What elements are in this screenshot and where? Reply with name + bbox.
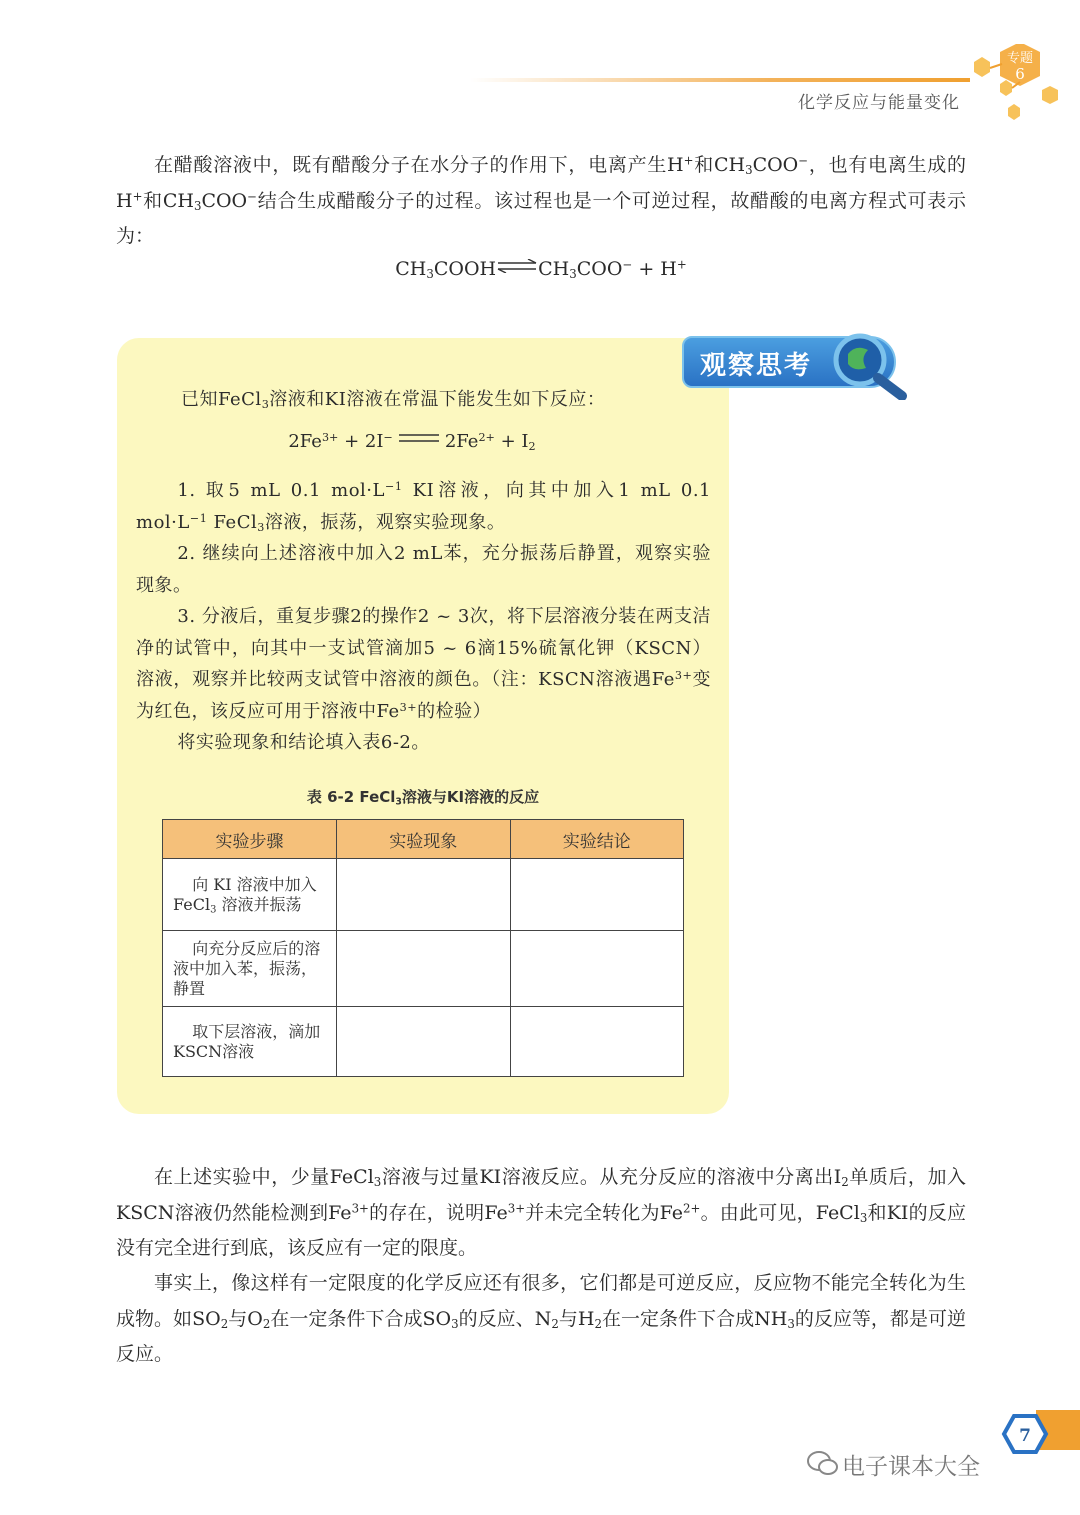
conclusion-paragraph-1: 在上述实验中，少量FeCl$_3$溶液与过量KI溶液反应。从充分反应的溶液中分离出$I_2$单质后，加入KSCN溶液仍然能检测到$Fe^{3+}$的存在，说明$Fe^{3+}$并未完全转化为$Fe^{2+}$。由此可见，FeCl$_3$和KI的反应没有完全进行到底，该反应有一定的限度。 — [116, 1166, 967, 1259]
reversible-arrow-icon — [496, 259, 538, 273]
row1-phenomenon-cell[interactable] — [337, 859, 511, 931]
intro-paragraph: 在醋酸溶液中，既有醋酸分子在水分子的作用下，电离产生H+和$CH_3COO^-$，也有电离生成的H+和$CH_3COO^-$结合生成醋酸分子的过程。该过程也是一个可逆过程，故醋酸的电离方程式可表示为： — [116, 153, 966, 247]
conclusion-paragraph-2: 事实上，像这样有一定限度的化学反应还有很多，它们都是可逆反应，反应物不能完全转化为生成物。如$SO_2$与$O_2$在一定条件下合成$SO_3$的反应、$N_2$与$H_2$在一定条件下合成$NH_3$的反应等，都是可逆反应。 — [116, 1272, 966, 1365]
box-lead: 已知FeCl$_3$溶液和KI溶液在常温下能发生如下反应： — [181, 389, 606, 411]
header-rule — [470, 78, 970, 82]
header-conclusion: 实验结论 — [510, 820, 684, 859]
table-row — [163, 931, 684, 1007]
acetic-acid-equation: $CH_3COOH$ $CH_3COO^- + H^+$ — [395, 257, 687, 281]
table-header-row — [163, 820, 684, 859]
row1-conclusion-cell[interactable] — [510, 859, 684, 931]
row1-step: 向 KI 溶液中加入 FeCl$_3$ 溶液并振荡 — [163, 859, 337, 931]
header-phenomenon: 实验现象 — [337, 820, 511, 859]
row3-phenomenon-cell[interactable] — [337, 1007, 511, 1077]
experiment-table — [162, 819, 684, 1077]
step-2: 2. 继续向上述溶液中加入2 mL苯，充分振荡后静置，观察实验现象。 — [136, 543, 711, 596]
watermark-text: 电子课本大全 — [842, 1454, 980, 1480]
table-row — [163, 859, 684, 931]
step-4: 将实验现象和结论填入表6-2。 — [177, 732, 430, 753]
equals-arrow-icon — [397, 432, 441, 444]
row2-phenomenon-cell[interactable] — [337, 931, 511, 1007]
row2-conclusion-cell[interactable] — [510, 931, 684, 1007]
wechat-icon — [806, 1448, 840, 1478]
box-steps — [136, 475, 711, 759]
row2-step: 向充分反应后的溶液中加入苯，振荡，静置 — [163, 931, 337, 1007]
step-1: 1. 取5 mL 0.1 $mol\cdot L^{-1}$ KI溶液，向其中加入1 mL 0.1 $mol\cdot L^{-1}$ FeCl$_3$溶液，振荡，观察实验现象。 — [136, 479, 711, 534]
fe-i-equation: $2Fe^{3+} + 2I^-$ $2Fe^{2+} + I_2$ — [288, 430, 536, 453]
chapter-title: 化学反应与能量变化 — [798, 93, 960, 113]
step-3: 3. 分液后，重复步骤2的操作2 ~ 3次，将下层溶液分装在两支洁净的试管中，向其中一支试管滴加5 ~ 6滴15%硫氰化钾（KSCN）溶液，观察并比较两支试管中溶液的颜色。（注：KSCN溶液遇$Fe^{3+}$变为红色，该反应可用于溶液中$Fe^{3+}$的检验） — [136, 606, 712, 722]
header-step: 实验步骤 — [163, 820, 337, 859]
header-tag-line1: 专题 — [1006, 51, 1034, 66]
page-number: 7 — [1019, 1426, 1031, 1446]
table-caption: 表 6-2 FeCl$_3$溶液与KI溶液的反应 — [306, 788, 540, 808]
badge-label: 观察思考 — [700, 351, 813, 381]
table-row — [163, 1007, 684, 1077]
row3-step: 取下层溶液，滴加KSCN溶液 — [163, 1007, 337, 1077]
row3-conclusion-cell[interactable] — [510, 1007, 684, 1077]
page-number-badge — [996, 1404, 1080, 1470]
magnifier-icon — [830, 328, 912, 400]
header-tag-line2: 6 — [1015, 65, 1025, 83]
hexagon-logo-icon — [960, 44, 1060, 126]
